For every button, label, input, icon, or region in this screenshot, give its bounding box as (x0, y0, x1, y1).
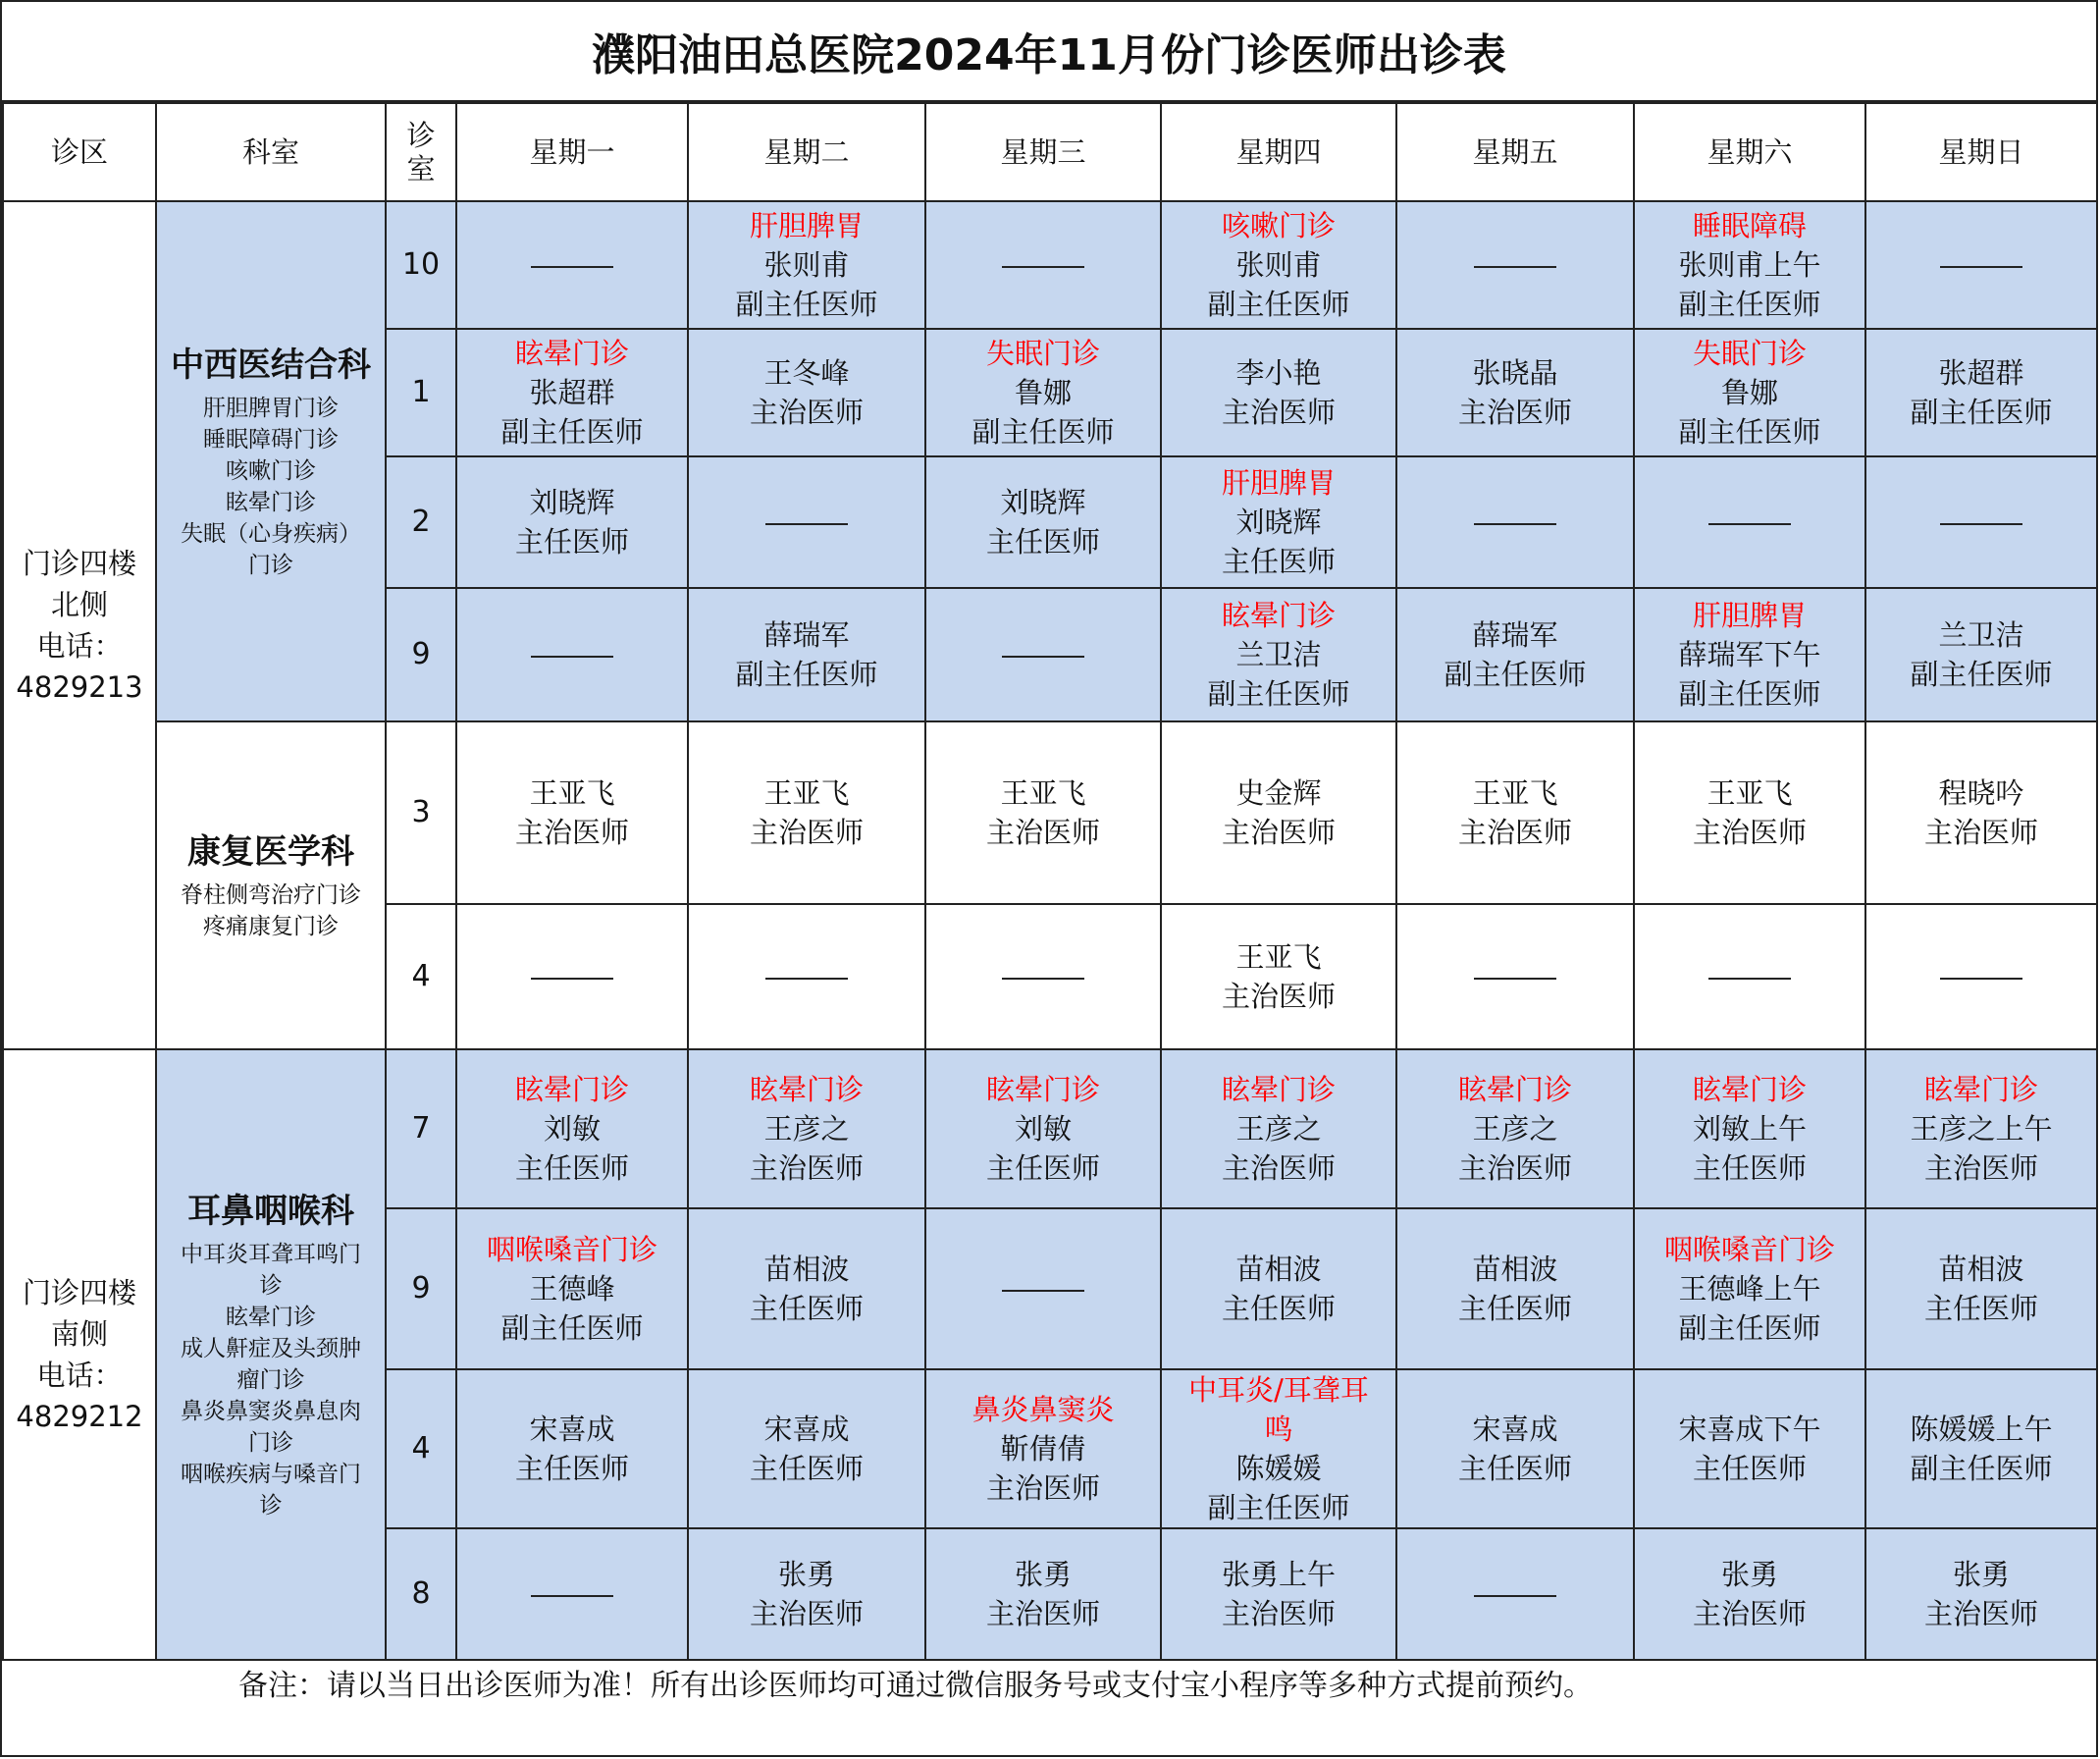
specialty-tag: 咳嗽门诊 (1221, 209, 1336, 242)
specialty-tag: 肝胆脾胃 (1692, 599, 1807, 632)
doctor-title: 主治医师 (1692, 1597, 1807, 1630)
no-clinic-dash (1708, 978, 1791, 980)
specialty-tag: 眩晕门诊 (749, 1073, 864, 1106)
schedule-cell (456, 588, 688, 721)
doctor-title: 主治医师 (985, 1471, 1100, 1505)
schedule-cell (1161, 721, 1396, 904)
zone-line: 4829212 (16, 1400, 143, 1433)
doctor-name: 张则甫 (1235, 248, 1322, 282)
no-clinic-dash (1940, 523, 2022, 525)
schedule-cell (1161, 201, 1396, 329)
schedule-cell (1396, 329, 1634, 456)
department-cell (156, 721, 386, 1049)
schedule-cell (688, 1208, 925, 1369)
schedule-cell (456, 329, 688, 456)
department-clinic: 瘤门诊 (236, 1367, 305, 1393)
schedule-cell (1865, 329, 2097, 456)
doctor-name: 陈媛媛 (1235, 1452, 1322, 1485)
doctor-title: 主治医师 (1457, 396, 1572, 429)
header-room: 诊 室 (386, 103, 456, 201)
header-mon: 星期一 (456, 103, 688, 201)
no-clinic-dash (1474, 523, 1556, 525)
doctor-title: 主任医师 (1457, 1292, 1572, 1325)
schedule-cell (1865, 1208, 2097, 1369)
schedule-cell (1634, 1369, 1865, 1528)
zone-line: 电话： (36, 1359, 123, 1392)
remark-row (3, 1660, 2097, 1759)
doctor-title: 主任医师 (1221, 1292, 1336, 1325)
doctor-name: 刘晓辉 (1000, 486, 1086, 519)
doctor-title: 副主任医师 (971, 415, 1115, 449)
schedule-cell (925, 904, 1161, 1049)
department-clinic: 肝胆脾胃门诊 (203, 396, 339, 421)
doctor-name: 张晓晶 (1472, 356, 1558, 390)
doctor-name: 张超群 (1938, 356, 2024, 390)
schedule-row (3, 201, 2097, 329)
department-cell (156, 1049, 386, 1660)
department-clinic: 诊 (259, 1273, 283, 1299)
department-name: 耳鼻咽喉科 (187, 1192, 354, 1231)
doctor-title: 主任医师 (1221, 545, 1336, 578)
specialty-tag: 眩晕门诊 (1692, 1073, 1807, 1106)
doctor-title: 主治医师 (1457, 1151, 1572, 1185)
room-number: 4 (386, 904, 456, 1049)
department-clinic: 门诊 (248, 553, 293, 578)
doctor-name: 刘晓辉 (529, 486, 615, 519)
header-zone: 诊区 (3, 103, 156, 201)
header-wed: 星期三 (925, 103, 1161, 201)
department-clinic: 诊 (259, 1493, 283, 1519)
doctor-name: 薛瑞军 (763, 618, 850, 652)
doctor-title: 主治医师 (1923, 1597, 2038, 1630)
room-number: 7 (386, 1049, 456, 1208)
zone-line: 4829213 (16, 670, 143, 704)
no-clinic-dash (531, 266, 613, 268)
doctor-title: 主治医师 (514, 816, 629, 849)
specialty-tag: 中耳炎/耳聋耳 (1188, 1373, 1369, 1407)
doctor-name: 张则甫 (763, 248, 850, 282)
schedule-cell (456, 721, 688, 904)
remark-text: 备注：请以当日出诊医师为准！所有出诊医师均可通过微信服务号或支付宝小程序等多种方式提前预约。 (3, 1660, 2097, 1759)
doctor-title: 主任医师 (985, 1151, 1100, 1185)
zone-line: 门诊四楼 (22, 1276, 136, 1309)
schedule-cell (1396, 456, 1634, 588)
header-dept: 科室 (156, 103, 386, 201)
doctor-title: 副主任医师 (1207, 288, 1350, 321)
doctor-name: 鲁娜 (1014, 376, 1072, 409)
schedule-cell (925, 1208, 1161, 1369)
no-clinic-dash (1474, 978, 1556, 980)
no-clinic-dash (531, 978, 613, 980)
doctor-name: 兰卫洁 (1938, 618, 2024, 652)
room-number: 10 (386, 201, 456, 329)
doctor-name: 李小艳 (1235, 356, 1322, 390)
schedule-cell (1396, 588, 1634, 721)
schedule-cell (1634, 456, 1865, 588)
doctor-name: 薛瑞军下午 (1678, 638, 1821, 671)
doctor-name: 张勇 (777, 1558, 835, 1591)
department-cell (156, 201, 386, 721)
no-clinic-dash (1474, 266, 1556, 268)
doctor-title: 主治医师 (749, 1151, 864, 1185)
doctor-title: 主任医师 (514, 525, 629, 559)
room-number: 2 (386, 456, 456, 588)
header-sun: 星期日 (1865, 103, 2097, 201)
schedule-cell (1161, 456, 1396, 588)
department-clinic: 睡眠障碍门诊 (203, 427, 339, 453)
doctor-name: 史金辉 (1235, 776, 1322, 810)
schedule-cell (1865, 721, 2097, 904)
doctor-name: 王亚飞 (763, 776, 850, 810)
room-number: 4 (386, 1369, 456, 1528)
specialty-tag: 鼻炎鼻窦炎 (971, 1393, 1115, 1426)
no-clinic-dash (1708, 523, 1791, 525)
schedule-row (3, 1049, 2097, 1208)
room-number: 8 (386, 1528, 456, 1660)
schedule-cell (925, 1528, 1161, 1660)
schedule-cell (1396, 1208, 1634, 1369)
doctor-name: 宋喜成下午 (1678, 1413, 1821, 1446)
schedule-cell (1396, 1049, 1634, 1208)
doctor-name: 靳倩倩 (1000, 1432, 1086, 1466)
specialty-tag: 眩晕门诊 (1457, 1073, 1572, 1106)
doctor-title: 副主任医师 (1678, 415, 1821, 449)
schedule-cell (456, 456, 688, 588)
doctor-name: 王亚飞 (1706, 776, 1793, 810)
schedule-cell (456, 1528, 688, 1660)
department-clinic: 脊柱侧弯治疗门诊 (181, 882, 361, 908)
schedule-cell (1161, 1369, 1396, 1528)
department-clinic: 疼痛康复门诊 (203, 914, 339, 939)
department-clinic: 失眠（心身疾病） (181, 521, 361, 547)
specialty-tag: 眩晕门诊 (1221, 599, 1336, 632)
doctor-title: 副主任医师 (500, 415, 644, 449)
doctor-title: 主治医师 (1221, 1151, 1336, 1185)
room-number: 3 (386, 721, 456, 904)
header-fri: 星期五 (1396, 103, 1634, 201)
doctor-name: 薛瑞军 (1472, 618, 1558, 652)
header-row (3, 103, 2097, 201)
schedule-cell (1396, 721, 1634, 904)
doctor-title: 副主任医师 (1910, 1452, 2053, 1485)
schedule-cell (925, 588, 1161, 721)
schedule-cell (1396, 904, 1634, 1049)
doctor-name: 王彦之上午 (1910, 1112, 2053, 1146)
zone-line: 北侧 (50, 588, 108, 621)
doctor-name: 苗相波 (1938, 1253, 2024, 1286)
doctor-name: 王德峰上午 (1678, 1272, 1821, 1306)
schedule-cell (1634, 721, 1865, 904)
doctor-title: 副主任医师 (1910, 396, 2053, 429)
schedule-cell (925, 329, 1161, 456)
schedule-cell (688, 201, 925, 329)
doctor-name: 刘敏上午 (1692, 1112, 1807, 1146)
no-clinic-dash (765, 523, 848, 525)
specialty-tag: 眩晕门诊 (985, 1073, 1100, 1106)
specialty-tag: 眩晕门诊 (1221, 1073, 1336, 1106)
doctor-title: 主任医师 (514, 1151, 629, 1185)
doctor-name: 张则甫上午 (1678, 248, 1821, 282)
schedule-cell (456, 904, 688, 1049)
department-name: 中西医结合科 (171, 346, 371, 385)
schedule-cell (1634, 904, 1865, 1049)
doctor-title: 主治医师 (1221, 980, 1336, 1013)
schedule-cell (1161, 1049, 1396, 1208)
doctor-title: 主治医师 (1923, 816, 2038, 849)
schedule-cell (456, 1049, 688, 1208)
zone-line: 电话： (36, 629, 123, 663)
doctor-title: 主治医师 (1221, 1597, 1336, 1630)
schedule-cell (1634, 1049, 1865, 1208)
doctor-name: 陈媛媛上午 (1910, 1413, 2053, 1446)
doctor-title: 主治医师 (985, 1597, 1100, 1630)
no-clinic-dash (1940, 978, 2022, 980)
doctor-title: 主治医师 (749, 396, 864, 429)
doctor-title: 主治医师 (1923, 1151, 2038, 1185)
no-clinic-dash (1940, 266, 2022, 268)
doctor-title: 主任医师 (1692, 1151, 1807, 1185)
doctor-name: 宋喜成 (1472, 1413, 1558, 1446)
no-clinic-dash (1474, 1595, 1556, 1597)
zone-cell (3, 1049, 156, 1660)
doctor-name: 张勇 (1720, 1558, 1778, 1591)
schedule-cell (1865, 201, 2097, 329)
doctor-name: 王彦之 (763, 1112, 850, 1146)
schedule-cell (1865, 1049, 2097, 1208)
specialty-tag: 眩晕门诊 (1923, 1073, 2038, 1106)
department-clinic: 成人鼾症及头颈肿 (181, 1336, 361, 1361)
department-clinic: 眩晕门诊 (226, 1305, 316, 1330)
specialty-tag: 眩晕门诊 (514, 1073, 629, 1106)
doctor-name: 王德峰 (529, 1272, 615, 1306)
zone-line: 门诊四楼 (22, 547, 136, 580)
zone-line: 南侧 (50, 1317, 108, 1351)
schedule-cell (1396, 1528, 1634, 1660)
doctor-name: 张超群 (529, 376, 615, 409)
doctor-name: 程晓吟 (1938, 776, 2024, 810)
doctor-title: 副主任医师 (1678, 1311, 1821, 1345)
doctor-title: 主任医师 (1692, 1452, 1807, 1485)
doctor-title: 主治医师 (985, 816, 1100, 849)
schedule-cell (456, 1208, 688, 1369)
schedule-cell (1396, 201, 1634, 329)
doctor-name: 张勇 (1014, 1558, 1072, 1591)
doctor-name: 刘敏 (1014, 1112, 1072, 1146)
room-number: 9 (386, 588, 456, 721)
doctor-title: 副主任医师 (1207, 677, 1350, 711)
schedule-cell (1865, 456, 2097, 588)
specialty-tag: 睡眠障碍 (1692, 209, 1807, 242)
schedule-row (3, 721, 2097, 904)
schedule-cell (688, 329, 925, 456)
doctor-title: 主治医师 (749, 1597, 864, 1630)
specialty-tag: 鸣 (1264, 1413, 1293, 1446)
schedule-cell (1161, 1528, 1396, 1660)
doctor-title: 主任医师 (514, 1452, 629, 1485)
schedule-cell (1865, 1528, 2097, 1660)
specialty-tag: 咽喉嗓音门诊 (1663, 1233, 1835, 1266)
schedule-cell (1634, 329, 1865, 456)
department-clinic: 门诊 (248, 1430, 293, 1456)
specialty-tag: 肝胆脾胃 (749, 209, 864, 242)
department-clinic: 鼻炎鼻窦炎鼻息肉 (181, 1399, 361, 1424)
schedule-cell (688, 1528, 925, 1660)
schedule-cell (688, 721, 925, 904)
schedule-cell (688, 456, 925, 588)
doctor-name: 苗相波 (763, 1253, 850, 1286)
schedule-cell (688, 588, 925, 721)
schedule-cell (688, 1049, 925, 1208)
doctor-name: 刘晓辉 (1235, 506, 1322, 539)
schedule-cell (1865, 904, 2097, 1049)
schedule-cell (1634, 1208, 1865, 1369)
no-clinic-dash (531, 1595, 613, 1597)
department-clinic: 中耳炎耳聋耳鸣门 (181, 1242, 361, 1267)
doctor-name: 王亚飞 (1235, 940, 1322, 974)
department-clinic: 咳嗽门诊 (226, 458, 316, 484)
doctor-title: 副主任医师 (1444, 658, 1587, 691)
schedule-cell (925, 1049, 1161, 1208)
no-clinic-dash (1002, 1290, 1084, 1292)
schedule-cell (925, 456, 1161, 588)
specialty-tag: 失眠门诊 (1692, 337, 1807, 370)
doctor-name: 王彦之 (1235, 1112, 1322, 1146)
schedule-table (2, 102, 2098, 1759)
schedule-cell (1161, 904, 1396, 1049)
doctor-name: 宋喜成 (529, 1413, 615, 1446)
doctor-title: 副主任医师 (1678, 677, 1821, 711)
doctor-name: 刘敏 (543, 1112, 601, 1146)
doctor-name: 宋喜成 (763, 1413, 850, 1446)
schedule-cell (1634, 1528, 1865, 1660)
doctor-name: 王亚飞 (1000, 776, 1086, 810)
schedule-cell (1161, 588, 1396, 721)
doctor-name: 王亚飞 (529, 776, 615, 810)
doctor-name: 苗相波 (1472, 1253, 1558, 1286)
doctor-title: 副主任医师 (735, 658, 878, 691)
room-number: 9 (386, 1208, 456, 1369)
doctor-title: 主治医师 (1221, 816, 1336, 849)
schedule-cell (1865, 588, 2097, 721)
department-clinic: 咽喉疾病与嗓音门 (181, 1462, 361, 1487)
doctor-title: 主任医师 (985, 525, 1100, 559)
header-thu: 星期四 (1161, 103, 1396, 201)
doctor-title: 主治医师 (1457, 816, 1572, 849)
doctor-name: 张勇上午 (1221, 1558, 1336, 1591)
doctor-title: 主任医师 (749, 1292, 864, 1325)
no-clinic-dash (531, 656, 613, 658)
header-tue: 星期二 (688, 103, 925, 201)
schedule-cell (688, 1369, 925, 1528)
doctor-title: 副主任医师 (735, 288, 878, 321)
doctor-title: 副主任医师 (500, 1311, 644, 1345)
no-clinic-dash (1002, 266, 1084, 268)
room-number: 1 (386, 329, 456, 456)
doctor-title: 主任医师 (749, 1452, 864, 1485)
schedule-cell (925, 721, 1161, 904)
doctor-title: 主治医师 (1692, 816, 1807, 849)
schedule-cell (1634, 588, 1865, 721)
doctor-name: 张勇 (1952, 1558, 2010, 1591)
doctor-title: 副主任医师 (1910, 658, 2053, 691)
doctor-name: 王亚飞 (1472, 776, 1558, 810)
doctor-name: 王冬峰 (763, 356, 850, 390)
schedule-cell (688, 904, 925, 1049)
specialty-tag: 咽喉嗓音门诊 (486, 1233, 657, 1266)
doctor-name: 苗相波 (1235, 1253, 1322, 1286)
schedule-cell (1396, 1369, 1634, 1528)
no-clinic-dash (1002, 978, 1084, 980)
schedule-cell (456, 201, 688, 329)
doctor-title: 副主任医师 (1678, 288, 1821, 321)
header-sat: 星期六 (1634, 103, 1865, 201)
specialty-tag: 失眠门诊 (985, 337, 1100, 370)
schedule-cell (456, 1369, 688, 1528)
doctor-name: 王彦之 (1472, 1112, 1558, 1146)
specialty-tag: 眩晕门诊 (514, 337, 629, 370)
doctor-title: 主治医师 (1221, 396, 1336, 429)
doctor-name: 鲁娜 (1720, 376, 1778, 409)
no-clinic-dash (1002, 656, 1084, 658)
zone-cell (3, 201, 156, 1049)
department-name: 康复医学科 (187, 832, 354, 872)
doctor-title: 副主任医师 (1207, 1491, 1350, 1524)
page-title: 濮阳油田总医院2024年11月份门诊医师出诊表 (2, 2, 2096, 102)
schedule-cell (925, 201, 1161, 329)
schedule-cell (925, 1369, 1161, 1528)
doctor-name: 兰卫洁 (1235, 638, 1322, 671)
schedule-cell (1161, 1208, 1396, 1369)
no-clinic-dash (765, 978, 848, 980)
doctor-title: 主任医师 (1457, 1452, 1572, 1485)
schedule-cell (1161, 329, 1396, 456)
department-clinic: 眩晕门诊 (226, 490, 316, 515)
schedule-cell (1865, 1369, 2097, 1528)
doctor-title: 主任医师 (1923, 1292, 2038, 1325)
doctor-title: 主治医师 (749, 816, 864, 849)
schedule-cell (1634, 201, 1865, 329)
specialty-tag: 肝胆脾胃 (1221, 466, 1336, 500)
